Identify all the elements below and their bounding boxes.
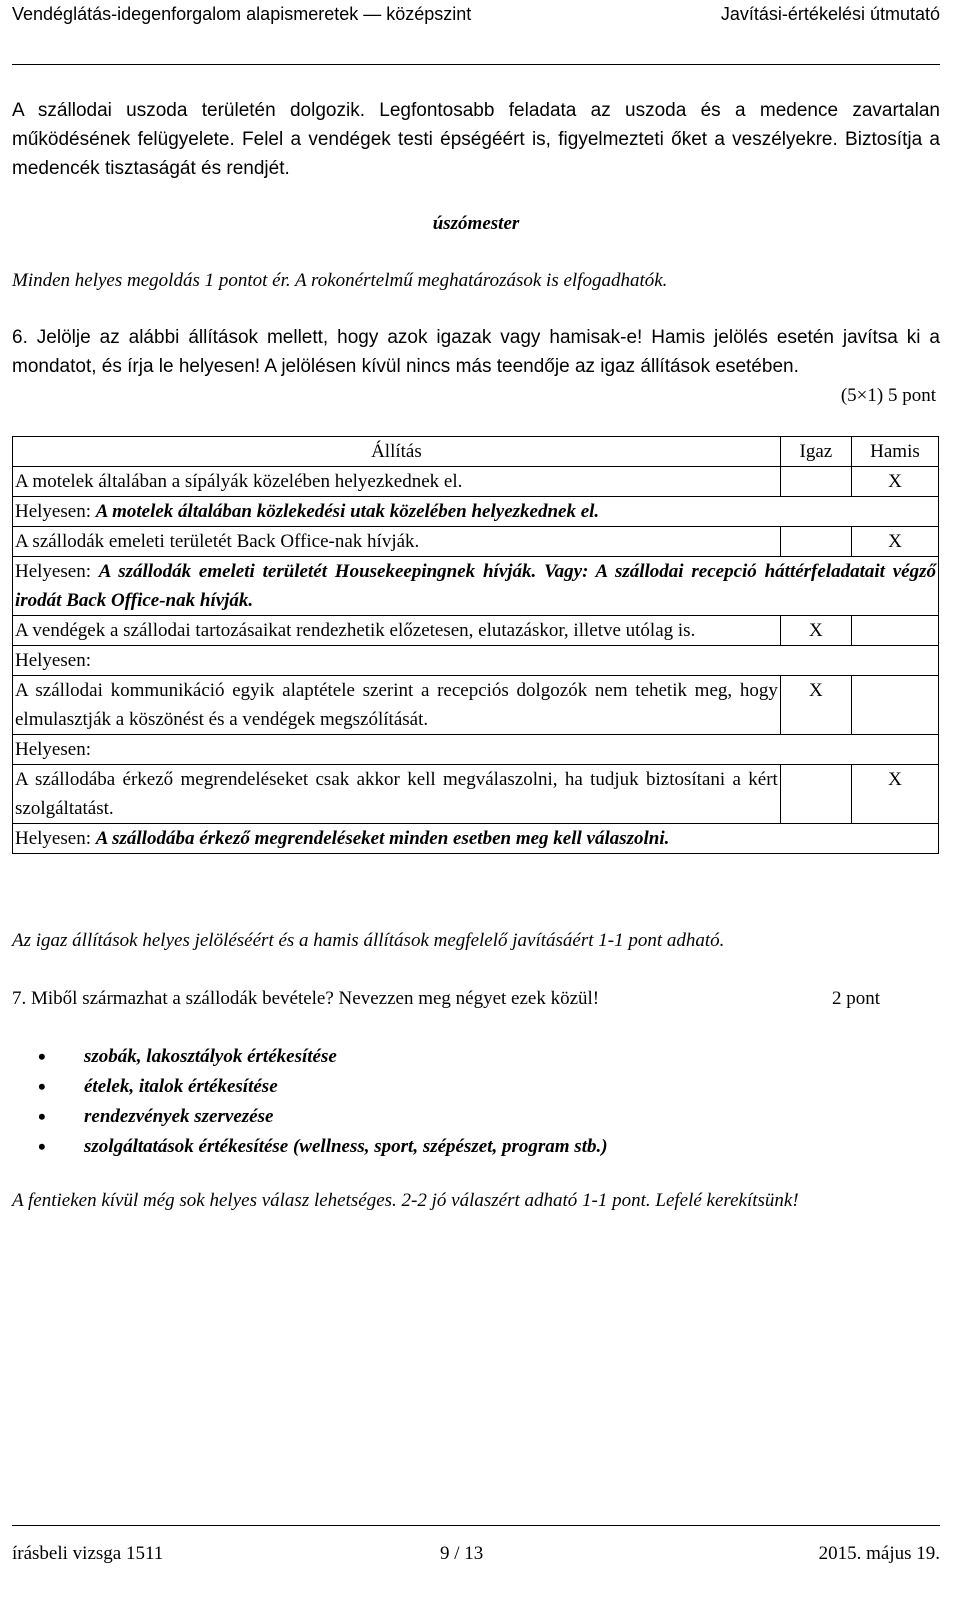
true-cell xyxy=(780,527,851,557)
false-cell xyxy=(851,676,938,735)
false-mark-cell: X xyxy=(851,765,938,824)
header-title: Vendéglátás-idegenforgalom alapismeretek — középszint xyxy=(12,4,472,24)
footer-date: 2015. május 19. xyxy=(818,1543,940,1564)
header-rule xyxy=(12,64,940,65)
correction-text: A szállodák emeleti területét Housekeepingnek hívják. Vagy: A szállodai recepció háttérfeladatait végző irodát Back Office-nak hívják. xyxy=(15,561,936,611)
header-statement: Állítás xyxy=(13,437,781,467)
table-row xyxy=(13,765,939,824)
correction-prefix: Helyesen: xyxy=(15,828,91,849)
correction-row xyxy=(13,497,939,527)
true-cell xyxy=(780,467,851,497)
correction-prefix: Helyesen: xyxy=(15,501,91,522)
correction-row xyxy=(13,646,939,676)
question-7-points: 2 pont xyxy=(831,988,880,1009)
intro-answer: úszómester xyxy=(432,213,520,234)
question-6-text: 6. Jelölje az alábbi állítások mellett, hogy azok igazak vagy hamisak-e! Hamis jelölés esetén javítsa ki a mondatot, és írja le helyesen! A jelölésen kívül nincs más teendője az igaz állítások esetében. xyxy=(12,327,940,377)
intro-paragraph: A szállodai uszoda területén dolgozik. Legfontosabb feladata az uszoda és a medence zavartalan működésének felügyelete. Felel a vendégek testi épségéért is, figyelmezteti őket a veszélyekre. Biztosítja a medencék tisztaságát és rendjét. xyxy=(12,100,940,179)
statement-cell: A vendégek a szállodai tartozásaikat rendezhetik előzetesen, elutazáskor, illetve utólag is. xyxy=(13,616,781,646)
correction-row xyxy=(13,824,939,854)
footer-rule xyxy=(12,1525,940,1526)
correction-cell xyxy=(13,824,939,854)
header-guide-label: Javítási-értékelési útmutató xyxy=(720,4,940,24)
false-mark-cell: X xyxy=(851,467,938,497)
correction-text: A motelek általában közlekedési utak közelében helyezkednek el. xyxy=(95,501,600,522)
table-row xyxy=(13,676,939,735)
correction-row xyxy=(13,557,939,616)
statement-cell: A szállodába érkező megrendeléseket csak akkor kell megválaszolni, ha tudjuk biztosítani a kért szolgáltatást. xyxy=(13,765,781,824)
statements-table xyxy=(12,436,939,854)
true-cell xyxy=(780,765,851,824)
intro-scoring-note: Minden helyes megoldás 1 pontot ér. A rokonértelmű meghatározások is elfogadhatók. xyxy=(12,270,668,291)
correction-cell xyxy=(13,735,939,765)
correction-prefix: Helyesen: xyxy=(15,561,91,582)
footer-exam-label: írásbeli vizsga 1511 xyxy=(12,1543,164,1564)
true-mark-cell: X xyxy=(780,676,851,735)
list-item: • szolgáltatások értékesítése (wellness, sport, szépészet, program stb.) xyxy=(84,1132,608,1162)
header-true: Igaz xyxy=(780,437,851,467)
table-row xyxy=(13,467,939,497)
statement-cell: A szállodák emeleti területét Back Office-nak hívják. xyxy=(13,527,781,557)
statement-cell: A motelek általában a sípályák közelében helyezkednek el. xyxy=(13,467,781,497)
false-mark-cell: X xyxy=(851,527,938,557)
statement-cell: A szállodai kommunikáció egyik alaptétele szerint a recepciós dolgozók nem tehetik meg, hogy elmulasztják a köszönést és a vendégek megszólítását. xyxy=(13,676,781,735)
correction-row xyxy=(13,735,939,765)
list-item: • szobák, lakosztályok értékesítése xyxy=(84,1042,608,1072)
question-7-text: 7. Miből származhat a szállodák bevétele? Nevezzen meg négyet ezek közül! xyxy=(12,988,600,1009)
correction-prefix: Helyesen: xyxy=(15,650,91,671)
question-6-scoring-note: Az igaz állítások helyes jelöléséért és a hamis állítások megfelelő javításáért 1-1 pont adható. xyxy=(12,930,725,951)
table-row xyxy=(13,527,939,557)
correction-cell xyxy=(13,646,939,676)
page-header xyxy=(12,0,940,38)
correction-cell xyxy=(13,557,939,616)
false-cell xyxy=(851,616,938,646)
answer-list xyxy=(12,1042,608,1162)
correction-prefix: Helyesen: xyxy=(15,739,91,760)
table-row xyxy=(13,616,939,646)
list-item: • rendezvények szervezése xyxy=(84,1102,608,1132)
question-7-scoring-note: A fentieken kívül még sok helyes válasz lehetséges. 2-2 jó válaszért adható 1-1 pont. Lefelé kerekítsünk! xyxy=(12,1190,799,1211)
true-mark-cell: X xyxy=(780,616,851,646)
footer-page-number: 9 / 13 xyxy=(440,1543,484,1564)
correction-cell xyxy=(13,497,939,527)
list-item: • ételek, italok értékesítése xyxy=(84,1072,608,1102)
question-6-points: (5×1) 5 pont xyxy=(840,385,936,406)
table-header-row xyxy=(13,437,939,467)
header-false: Hamis xyxy=(851,437,938,467)
correction-text: A szállodába érkező megrendeléseket minden esetben meg kell válaszolni. xyxy=(95,828,670,849)
